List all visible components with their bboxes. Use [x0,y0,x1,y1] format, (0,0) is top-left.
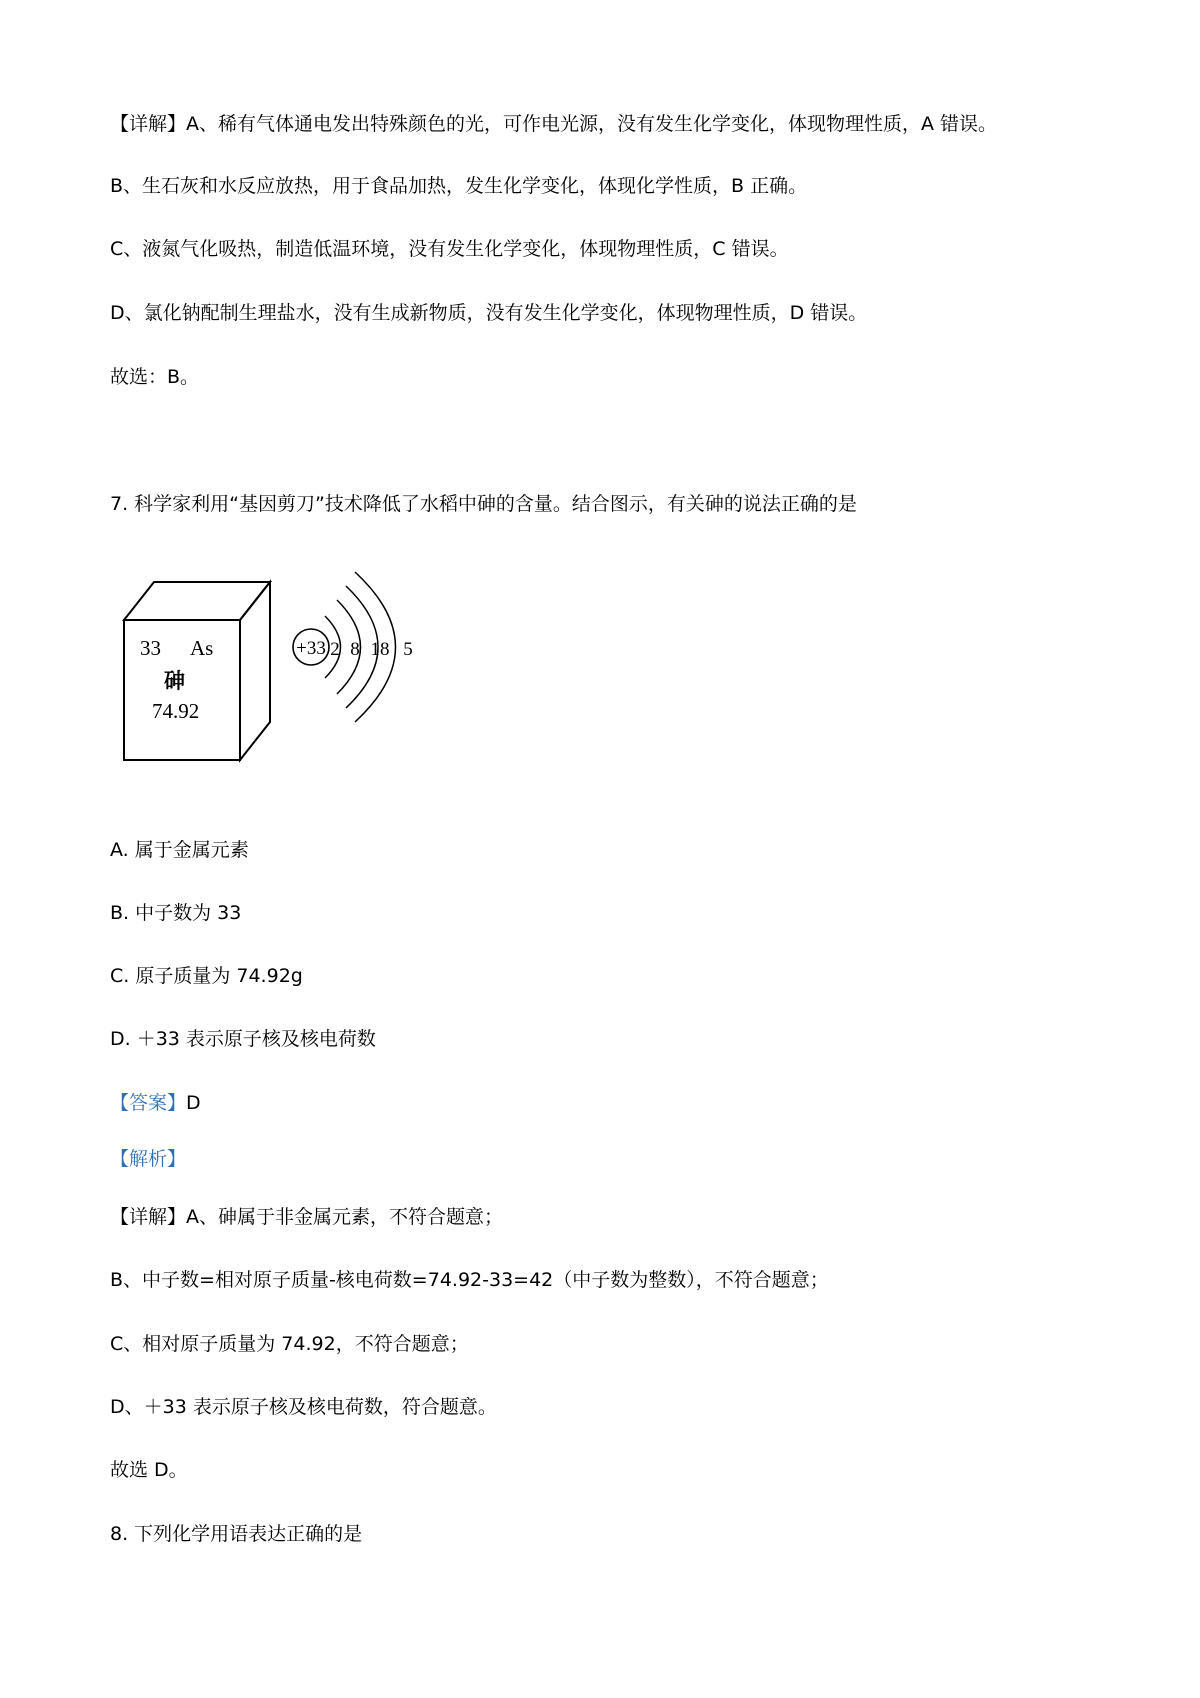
arsenic-diagram-svg [118,570,438,770]
answer-label: 【答案】 [110,1092,187,1114]
cube-side-face [240,582,270,760]
prev-choice: 故选：B。 [110,366,200,388]
arsenic-diagram [118,570,438,774]
shell-electrons-4: 5 [403,639,413,660]
q7-detail-a: 【详解】A、砷属于非金属元素，不符合题意； [110,1206,503,1228]
q7-detail-d: D、＋33 表示原子核及核电荷数，符合题意。 [110,1396,497,1418]
shell-electrons-3: 18 [370,639,390,660]
prev-detail-c: C、液氮气化吸热，制造低温环境，没有发生化学变化，体现物理性质，C 错误。 [110,238,789,260]
prev-detail-b: B、生石灰和水反应放热，用于食品加热，发生化学变化，体现化学性质，B 正确。 [110,175,808,197]
q7-detail-c: C、相对原子质量为 74.92，不符合题意； [110,1333,469,1355]
element-card [124,582,270,760]
question-8-stem: 8. 下列化学用语表达正确的是 [110,1523,363,1545]
q7-detail-b: B、中子数=相对原子质量-核电荷数=74.92-33=42（中子数为整数），不符合题意； [110,1269,829,1291]
question-7-stem: 7. 科学家利用“基因剪刀”技术降低了水稻中砷的含量。结合图示，有关砷的说法正确的是 [110,493,857,515]
q7-option-b: B. 中子数为 33 [110,902,242,924]
q7-option-c: C. 原子质量为 74.92g [110,965,303,987]
prev-detail-a: 【详解】A、稀有气体通电发出特殊颜色的光，可作电光源，没有发生化学变化，体现物理性质，A 错误。 [110,113,998,135]
atomic-number: 33 [140,636,161,660]
analysis-label: 【解析】 [110,1148,187,1170]
q7-choice: 故选 D。 [110,1459,188,1481]
element-name: 砷 [164,669,185,693]
prev-detail-d: D、氯化钠配制生理盐水，没有生成新物质，没有发生化学变化，体现物理性质，D 错误。 [110,302,868,324]
answer-value: D [186,1092,201,1114]
q7-option-a: A. 属于金属元素 [110,839,249,861]
shell-electrons-2: 8 [350,639,360,660]
nucleus-charge: +33 [296,638,326,659]
element-symbol: As [190,636,214,660]
q7-answer [110,1089,1160,1117]
cube-top-face [124,582,270,620]
shell-electrons-1: 2 [330,639,340,660]
q7-option-d: D. ＋33 表示原子核及核电荷数 [110,1028,376,1050]
atomic-mass: 74.92 [152,699,200,723]
